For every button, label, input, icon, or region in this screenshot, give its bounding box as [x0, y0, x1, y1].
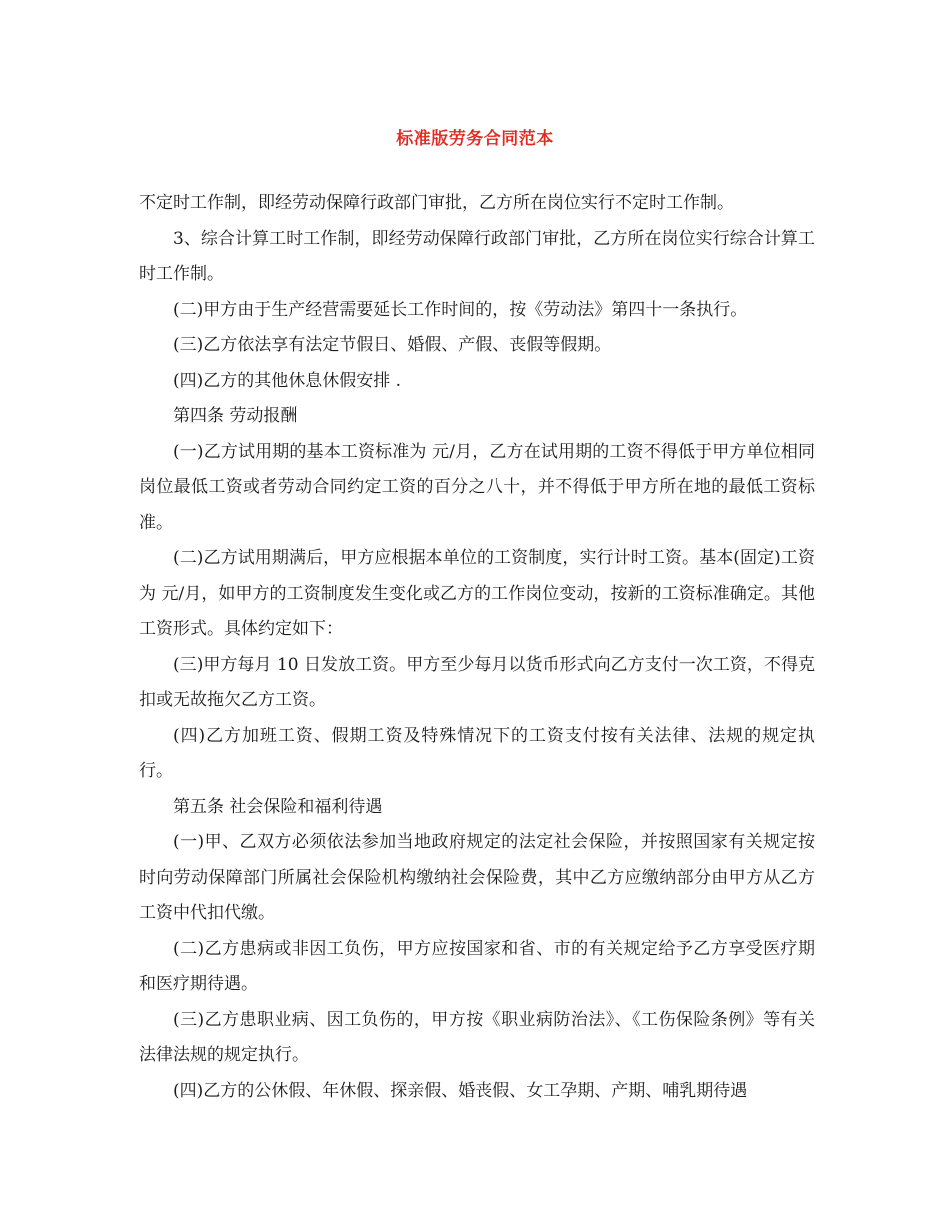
paragraph: (一)甲、乙双方必须依法参加当地政府规定的法定社会保险，并按照国家有关规定按时向劳动保障部门所属社会保险机构缴纳社会保险费，其中乙方应缴纳部分由甲方从乙方工资中代扣代缴。	[139, 832, 815, 923]
paragraph: (三)乙方患职业病、因工负伤的，甲方按《职业病防治法》、《工伤保险条例》等有关法律法规的规定执行。	[139, 1009, 815, 1065]
paragraph: (四)乙方的公休假、年休假、探亲假、婚丧假、女工孕期、产期、哺乳期待遇	[173, 1080, 748, 1101]
paragraph: (四)乙方的其他休息休假安排 .	[173, 370, 402, 391]
paragraph: (三)乙方依法享有法定节假日、婚假、产假、丧假等假期。	[173, 335, 612, 355]
paragraph: (一)乙方试用期的基本工资标准为 元/月，乙方在试用期的工资不得低于甲方单位相同岗位最低工资或者劳动合同约定工资的百分之八十，并不得低于甲方所在地的最低工资标准。	[139, 441, 815, 533]
section-heading: 第五条 社会保险和福利待遇	[173, 796, 383, 817]
paragraph: (二)甲方由于生产经营需要延长工作时间的，按《劳动法》第四十一条执行。	[173, 299, 748, 320]
paragraph: (二)乙方试用期满后，甲方应根据本单位的工资制度，实行计时工资。基本(固定)工资为 元/月，如甲方的工资制度发生变化或乙方的工作岗位变动，按新的工资标准确定。其他工资形式。具体约定如下：	[139, 548, 815, 639]
section-heading: 第四条 劳动报酬	[173, 406, 298, 426]
paragraph: (三)甲方每月 10 日发放工资。甲方至少每月以货币形式向乙方支付一次工资，不得克扣或无故拖欠乙方工资。	[139, 654, 815, 710]
paragraph: (二)乙方患病或非因工负伤，甲方应按国家和省、市的有关规定给予乙方享受医疗期和医疗期待遇。	[139, 938, 815, 994]
document-body	[139, 186, 815, 1109]
document-title: 标准版劳务合同范本	[396, 129, 554, 149]
paragraph: (四)乙方加班工资、假期工资及特殊情况下的工资支付按有关法律、法规的规定执行。	[139, 725, 815, 781]
paragraph: 不定时工作制，即经劳动保障行政部门审批，乙方所在岗位实行不定时工作制。	[139, 193, 734, 213]
paragraph: 3、综合计算工时工作制，即经劳动保障行政部门审批，乙方所在岗位实行综合计算工时工作制。	[139, 228, 815, 284]
